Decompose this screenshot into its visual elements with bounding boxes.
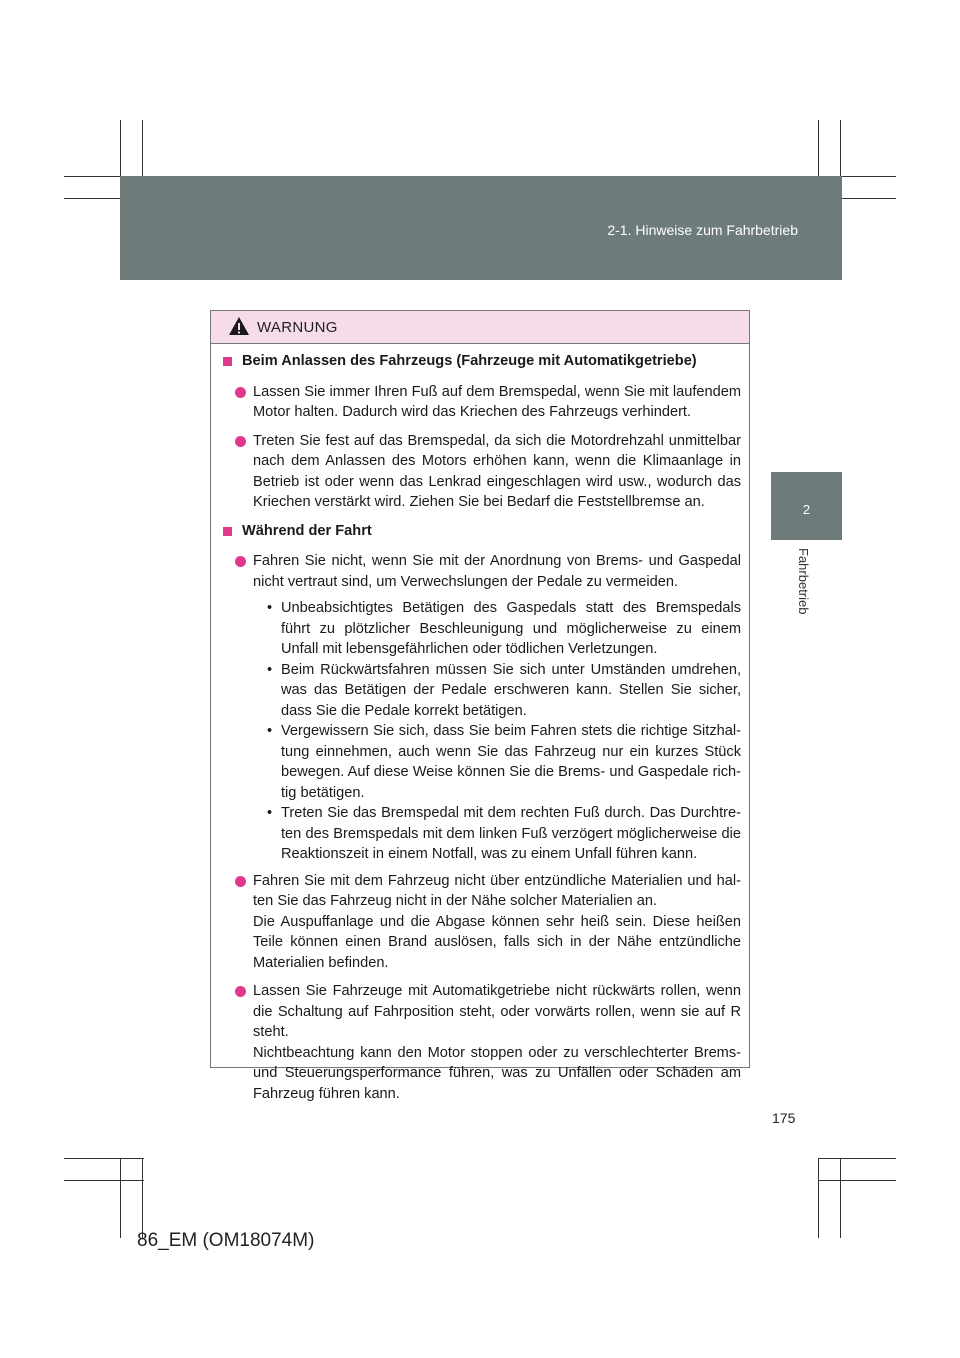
sub-item-text: Beim Rückwärtsfahren müssen Sie sich unter Umständen umdrehen, was das Betätigen der Pedale erschweren kann. Stellen Sie sicher, dass Sie die Pedale korrekt betätigen. bbox=[281, 661, 741, 719]
crop-mark bbox=[120, 1158, 121, 1238]
square-bullet-icon bbox=[223, 357, 232, 366]
bullet-icon: • bbox=[267, 600, 273, 616]
circle-bullet-icon bbox=[235, 387, 246, 398]
section-heading bbox=[223, 351, 741, 372]
page-number: 175 bbox=[772, 1110, 796, 1126]
list-item bbox=[223, 871, 741, 974]
item-text: Die Auspuffanlage und die Abgase können sehr heiß sein. Diese heißen Teile können einen Brand auslösen, falls sich in der Nähe entzündliche Materialien befinden. bbox=[253, 913, 741, 971]
section-heading-text: Beim Anlassen des Fahrzeugs (Fahrzeuge mit Automatikgetriebe) bbox=[242, 353, 697, 369]
list-item bbox=[223, 382, 741, 423]
chapter-header bbox=[120, 176, 842, 280]
item-text: Treten Sie fest auf das Bremspedal, da sich die Motordrehzahl unmittelbar nach dem Anlassen des Motors erhöhen kann, wenn die Klimaanlage in Betrieb ist oder wenn das Lenkrad eingeschlagen wird usw., wodurch das Kriechen verstärkt wird. Ziehen Sie bei Bedarf die Feststellbremse an. bbox=[253, 432, 741, 510]
crop-mark bbox=[64, 1158, 144, 1159]
chapter-label: Fahrbetrieb bbox=[796, 548, 811, 615]
crop-mark bbox=[840, 1158, 841, 1238]
list-item bbox=[223, 551, 741, 592]
crop-mark bbox=[142, 1158, 143, 1238]
warning-content bbox=[223, 349, 741, 1112]
sub-list-item bbox=[267, 598, 741, 660]
circle-bullet-icon bbox=[235, 436, 246, 447]
item-text: Lassen Sie Fahrzeuge mit Automatikgetriebe nicht rückwärts rollen, wenn die Schaltung auf Fahrposition steht, oder vorwärts rollen, wenn sie auf R steht. bbox=[253, 983, 741, 1040]
section-title: 2-1. Hinweise zum Fahrbetrieb bbox=[607, 222, 798, 238]
bullet-icon: • bbox=[267, 805, 273, 821]
circle-bullet-icon bbox=[235, 876, 246, 887]
item-text: Fahren Sie mit dem Fahrzeug nicht über entzündliche Materialien und halten Sie das Fahrzeug nicht in der Nähe solcher Materialien an. bbox=[253, 872, 741, 909]
list-item bbox=[223, 431, 741, 513]
section-heading bbox=[223, 521, 741, 542]
chapter-tab[interactable] bbox=[771, 472, 842, 540]
document-code: 86_EM (OM18074M) bbox=[137, 1230, 315, 1251]
sub-list bbox=[267, 598, 741, 865]
section-heading-text: Während der Fahrt bbox=[242, 522, 372, 539]
item-text: Lassen Sie immer Ihren Fuß auf dem Bremspedal, wenn Sie mit laufendem Motor halten. Dadurch wird das Kriechen des Fahrzeugs verhindert. bbox=[253, 383, 741, 420]
warning-title: WARNUNG bbox=[257, 319, 338, 336]
sub-item-text: Unbeabsichtigtes Betätigen des Gaspedals statt des Bremspedals führt zu plötzlicher Beschleunigung und möglicherweise zu einem Unfall mit lebensgefährlichen oder tödlichen Verletzungen. bbox=[281, 600, 741, 657]
warning-triangle-icon bbox=[228, 316, 250, 336]
crop-mark bbox=[818, 1158, 896, 1159]
crop-mark bbox=[818, 1180, 896, 1181]
sub-list-item bbox=[267, 721, 741, 803]
square-bullet-icon bbox=[223, 527, 232, 536]
sub-item-text: Vergewissern Sie sich, dass Sie beim Fahren stets die richtige Sitzhaltung einnehmen, auch wenn Sie das Fahrzeug nur ein kurzes Stück bewegen. Auf diese Weise können Sie die Brems- und Gaspedale richtig betätigen. bbox=[281, 723, 741, 801]
crop-mark bbox=[818, 1158, 819, 1238]
warning-box bbox=[210, 310, 750, 1102]
crop-mark bbox=[64, 1180, 144, 1181]
bullet-icon: • bbox=[267, 661, 273, 678]
bullet-icon: • bbox=[267, 723, 273, 739]
item-text: Nichtbeachtung kann den Motor stoppen oder zu verschlechterter Brems- und Steuerungsperformance führen, was zu Unfällen oder Schäden am Fahrzeug führen kann. bbox=[253, 1044, 741, 1102]
sub-list-item bbox=[267, 803, 741, 865]
chapter-number: 2 bbox=[802, 502, 811, 517]
list-item bbox=[223, 981, 741, 1104]
sub-item-text: Treten Sie das Bremspedal mit dem rechten Fuß durch. Das Durchtreten des Bremspedals mit dem linken Fuß verzögert möglicherweise die Reaktionszeit in einem Notfall, was zu einem Unfall führen kann. bbox=[281, 805, 741, 862]
circle-bullet-icon bbox=[235, 556, 246, 567]
sub-list-item bbox=[267, 660, 741, 722]
warning-header bbox=[211, 311, 749, 344]
circle-bullet-icon bbox=[235, 986, 246, 997]
item-text: Fahren Sie nicht, wenn Sie mit der Anordnung von Brems- und Gaspedal nicht vertraut sind, um Verwechslungen der Pedale zu vermeiden. bbox=[253, 553, 741, 590]
